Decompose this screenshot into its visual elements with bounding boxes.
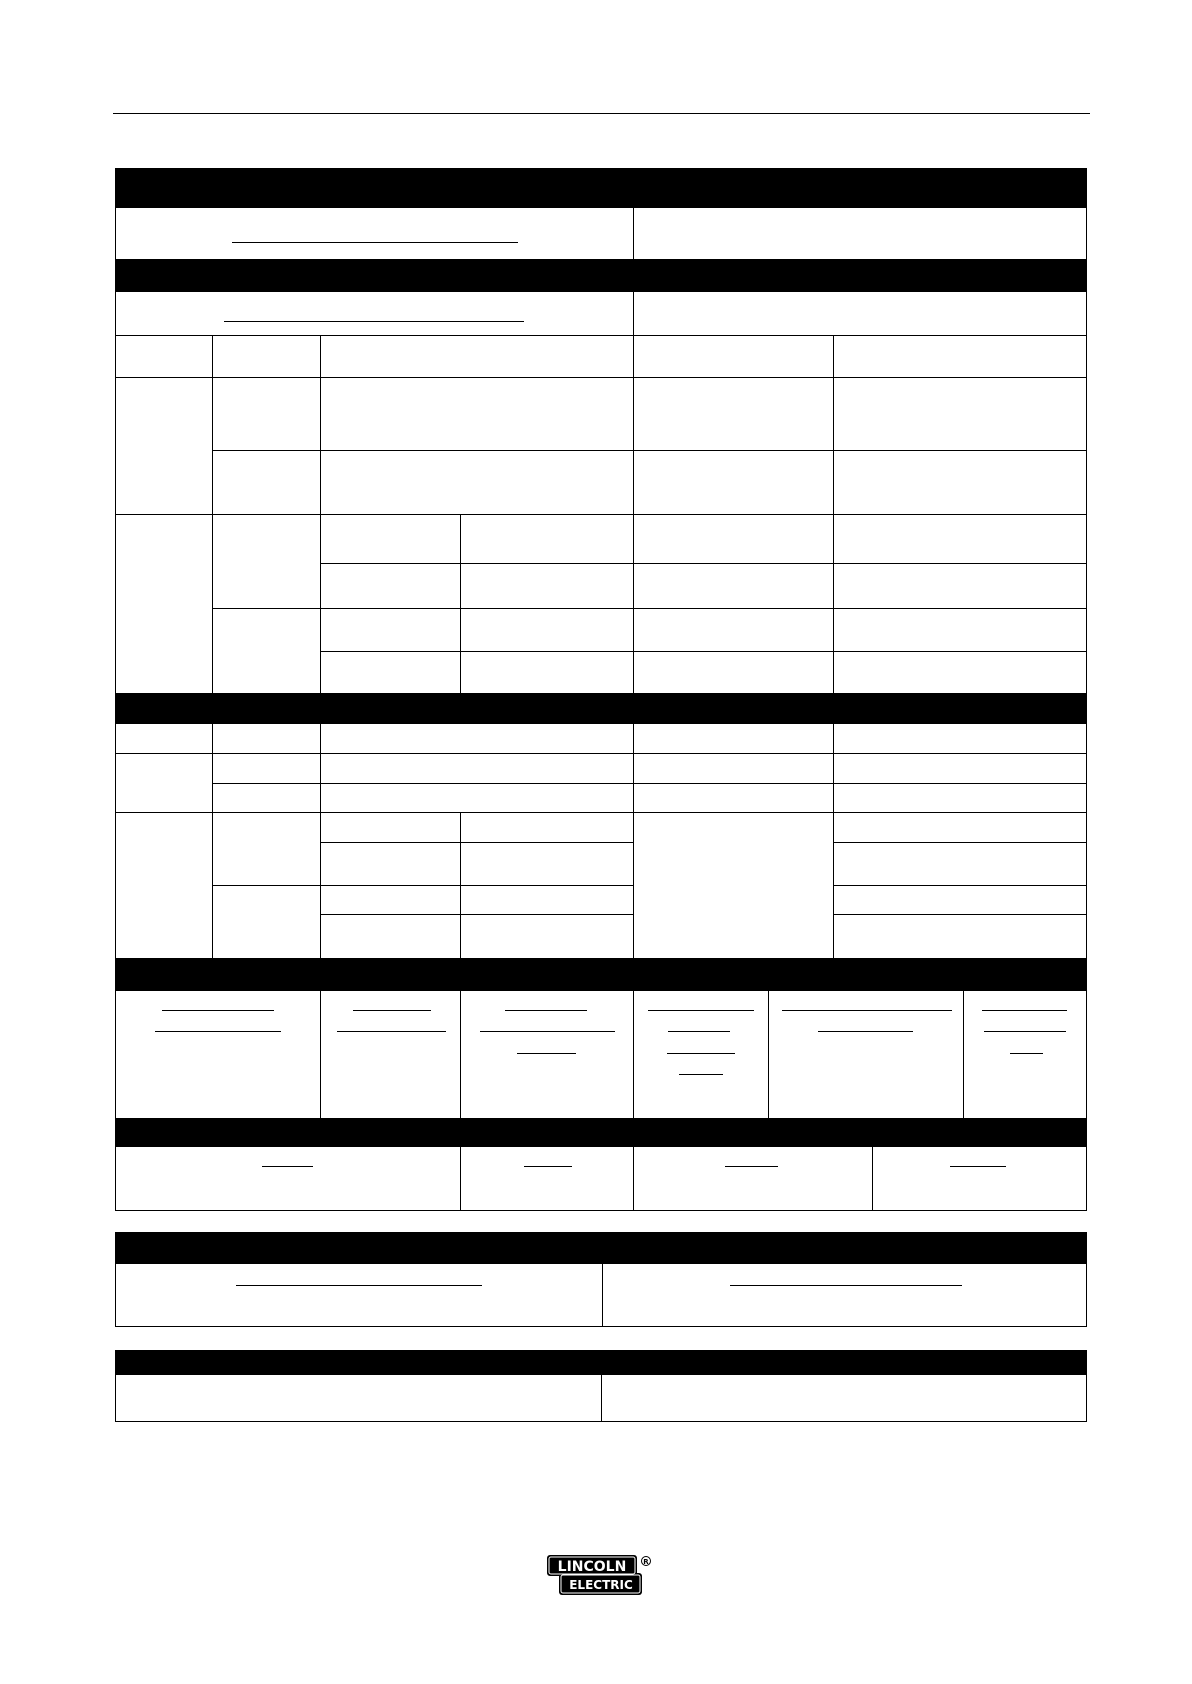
model-underline-2 xyxy=(224,321,524,322)
header-rule xyxy=(113,113,1090,114)
section-bar-3 xyxy=(115,693,1087,724)
section-bar-1 xyxy=(115,168,1087,208)
section-bar-4 xyxy=(115,958,1087,991)
section-bar-5 xyxy=(115,1118,1087,1147)
logo-line2: ELECTRIC xyxy=(569,1578,633,1592)
section-bar-2 xyxy=(115,259,1087,292)
model-underline-1 xyxy=(232,242,518,243)
logo-mark: R xyxy=(643,1558,649,1566)
lincoln-electric-logo xyxy=(546,1554,654,1596)
logo-line1: LINCOLN xyxy=(557,1559,627,1575)
